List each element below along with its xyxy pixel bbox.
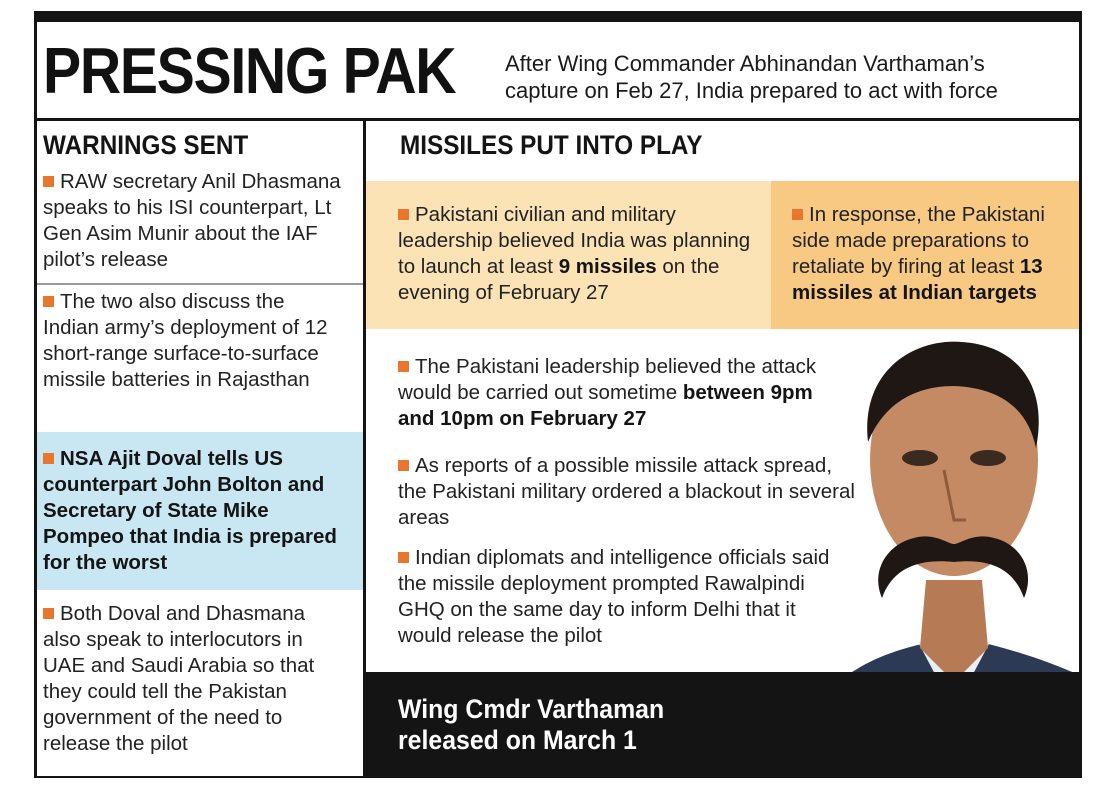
photo-caption [398, 694, 664, 756]
missiles-item-2 [398, 453, 858, 531]
bullet-icon [43, 296, 54, 307]
warnings-title: WARNINGS SENT [43, 130, 249, 160]
missiles-box-1-end: on the evening of February 27 [398, 255, 720, 304]
warnings-item-3-text: NSA Ajit Doval tells US counterpart John Bolton and Secretary of State Mike Pompeo that India is prepared for the worst [43, 447, 337, 574]
warnings-item-4-text: Both Doval and Dhasmana also speak to interlocutors in UAE and Saudi Arabia so that they could tell the Pakistan government of the need to release the pilot [43, 602, 315, 755]
warnings-item-1-text: RAW secretary Anil Dhasmana speaks to his ISI counterpart, Lt Gen Asim Munir about the IAF pilot’s release [43, 170, 341, 271]
right-eye [970, 450, 1006, 466]
missiles-box-1-text: Pakistani civilian and military leadership believed India was planning to launch at least [398, 203, 751, 278]
deck-line-2: capture on Feb 27, India prepared to act with force [505, 78, 998, 103]
missiles-item-1-text: The Pakistani leadership believed the attack would be carried out sometime [398, 355, 817, 404]
left-eye [902, 450, 938, 466]
item-separator [37, 283, 363, 285]
bullet-icon [43, 176, 54, 187]
bullet-icon [398, 209, 409, 220]
missiles-item-3 [398, 545, 843, 649]
top-bar [34, 11, 1082, 22]
missiles-item-1-bold: between 9pm and 10pm on February 27 [398, 381, 813, 430]
missiles-box-2-bold: 13 missiles at Indian targets [792, 255, 1043, 304]
caption-line-2: released on March 1 [398, 725, 637, 755]
warnings-item-3 [43, 446, 343, 576]
deck-line-1: After Wing Commander Abhinandan Varthaman’s [505, 51, 985, 76]
bullet-icon [398, 361, 409, 372]
caption-line-1: Wing Cmdr Varthaman [398, 694, 665, 724]
bullet-icon [398, 460, 409, 471]
bullet-icon [43, 453, 54, 464]
missiles-title: MISSILES PUT INTO PLAY [400, 130, 703, 160]
missiles-item-1 [398, 354, 838, 432]
bullet-icon [398, 552, 409, 563]
warnings-item-4 [43, 601, 338, 757]
warnings-item-2 [43, 289, 328, 393]
missiles-item-2-text: As reports of a possible missile attack spread, the Pakistani military ordered a blackout in several areas [398, 454, 855, 529]
deck-subtitle [505, 50, 1065, 104]
missiles-box-1-bold: 9 missiles [558, 255, 657, 278]
missiles-box-1 [398, 202, 763, 306]
warnings-item-2-text: The two also discuss the Indian army’s deployment of 12 short-range surface-to-surface missile batteries in Rajasthan [43, 290, 328, 391]
headline: PRESSING PAK [43, 34, 456, 107]
missiles-item-3-text: Indian diplomats and intelligence officials said the missile deployment prompted Rawalpindi GHQ on the same day to inform Delhi that it would release the pilot [398, 546, 830, 647]
warnings-item-1 [43, 169, 355, 273]
missiles-box-2-text: In response, the Pakistani side made preparations to retaliate by firing at least [792, 203, 1045, 278]
header-divider [37, 118, 1079, 121]
missiles-box-2 [792, 202, 1062, 306]
bullet-icon [43, 608, 54, 619]
bullet-icon [792, 209, 803, 220]
